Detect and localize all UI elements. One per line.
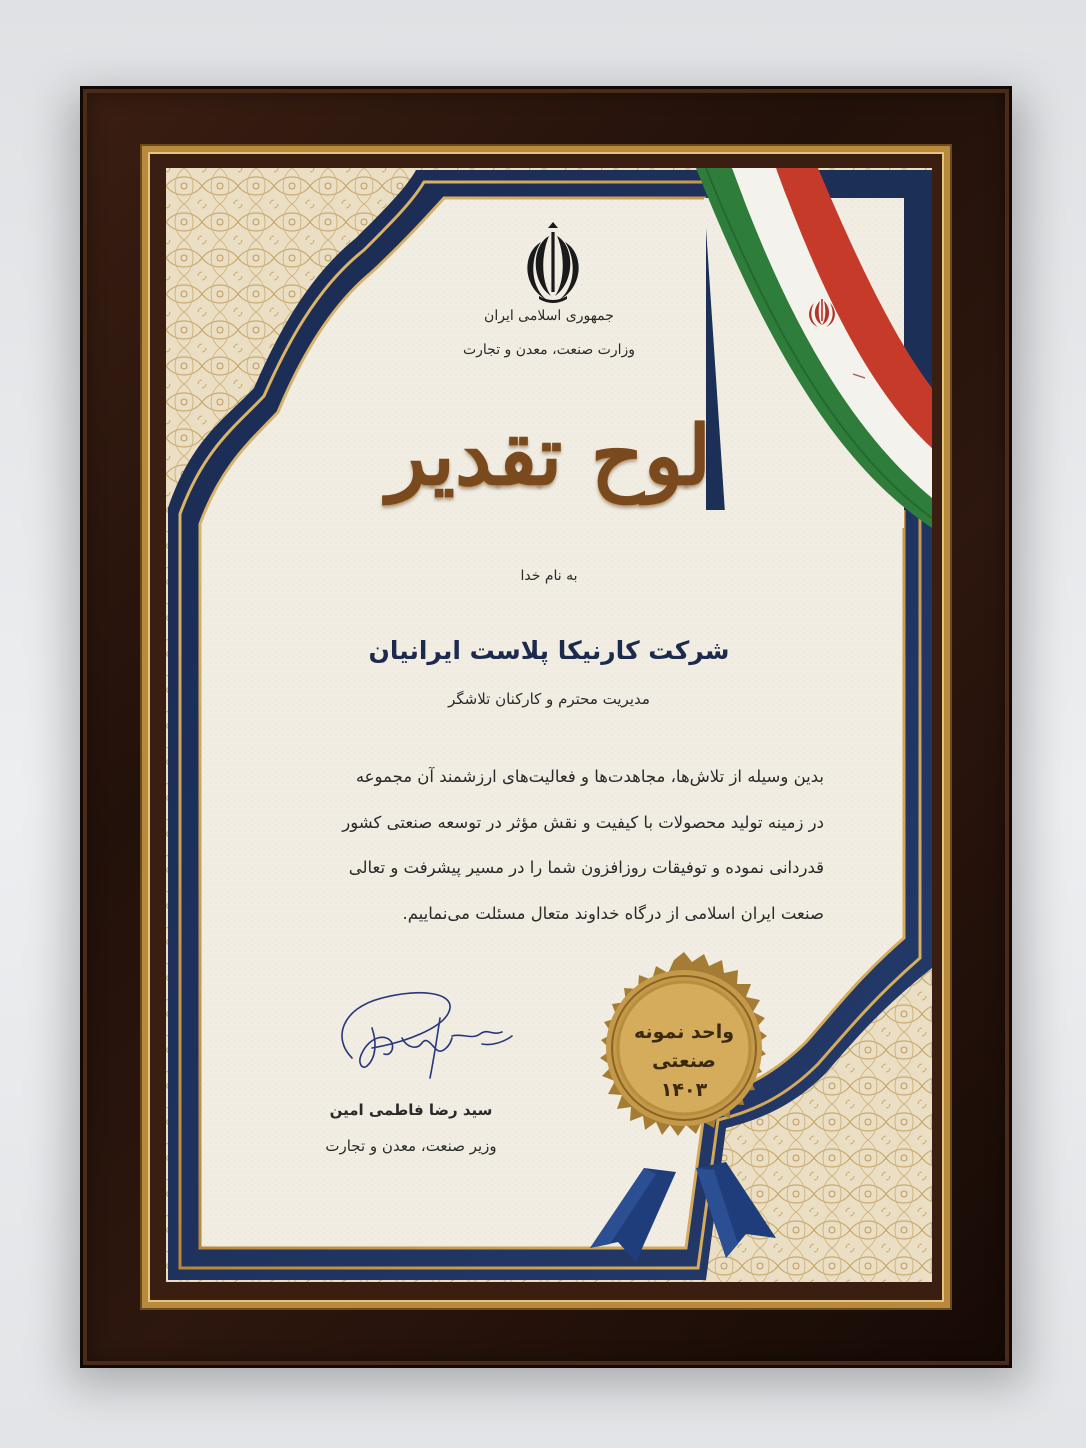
certificate-content [166,168,932,1282]
certificate-body [284,754,824,936]
company-name: شرکت کارنیکا پلاست ایرانیان [368,636,730,665]
invocation: به نام خدا [520,568,578,584]
seal-line: صنعتی [652,1050,716,1072]
certificate-title: لوح تقدیر [386,408,712,504]
seal-line: واحد نمونه [633,1021,735,1043]
body-line: قدردانی نموده و توفیقات روزافزون شما را در مسیر پیشرفت و تعالی [348,858,824,877]
seal-text [624,1018,744,1105]
ministry-name: وزارت صنعت، معدن و تجارت [462,342,636,358]
certificate-paper [166,168,932,1282]
body-line: صنعت ایران اسلامی از درگاه خداوند متعال مسئلت می‌نماییم. [402,903,824,923]
signer-title: وزیر صنعت، معدن و تجارت [325,1137,497,1155]
body-line: بدین وسیله از تلاش‌ها، مجاهدت‌ها و فعالیت‌های ارزشمند آن مجموعه [355,767,824,786]
recipient-line: مدیریت محترم و کارکنان تلاشگر [448,690,650,708]
body-line: در زمینه تولید محصولات با کیفیت و نقش مؤثر در توسعه صنعتی کشور [342,812,824,832]
signer-name: سید رضا فاطمی امین [329,1101,493,1119]
country-name: جمهوری اسلامی ایران [484,308,614,324]
seal-year: ۱۴۰۳ [660,1079,708,1101]
